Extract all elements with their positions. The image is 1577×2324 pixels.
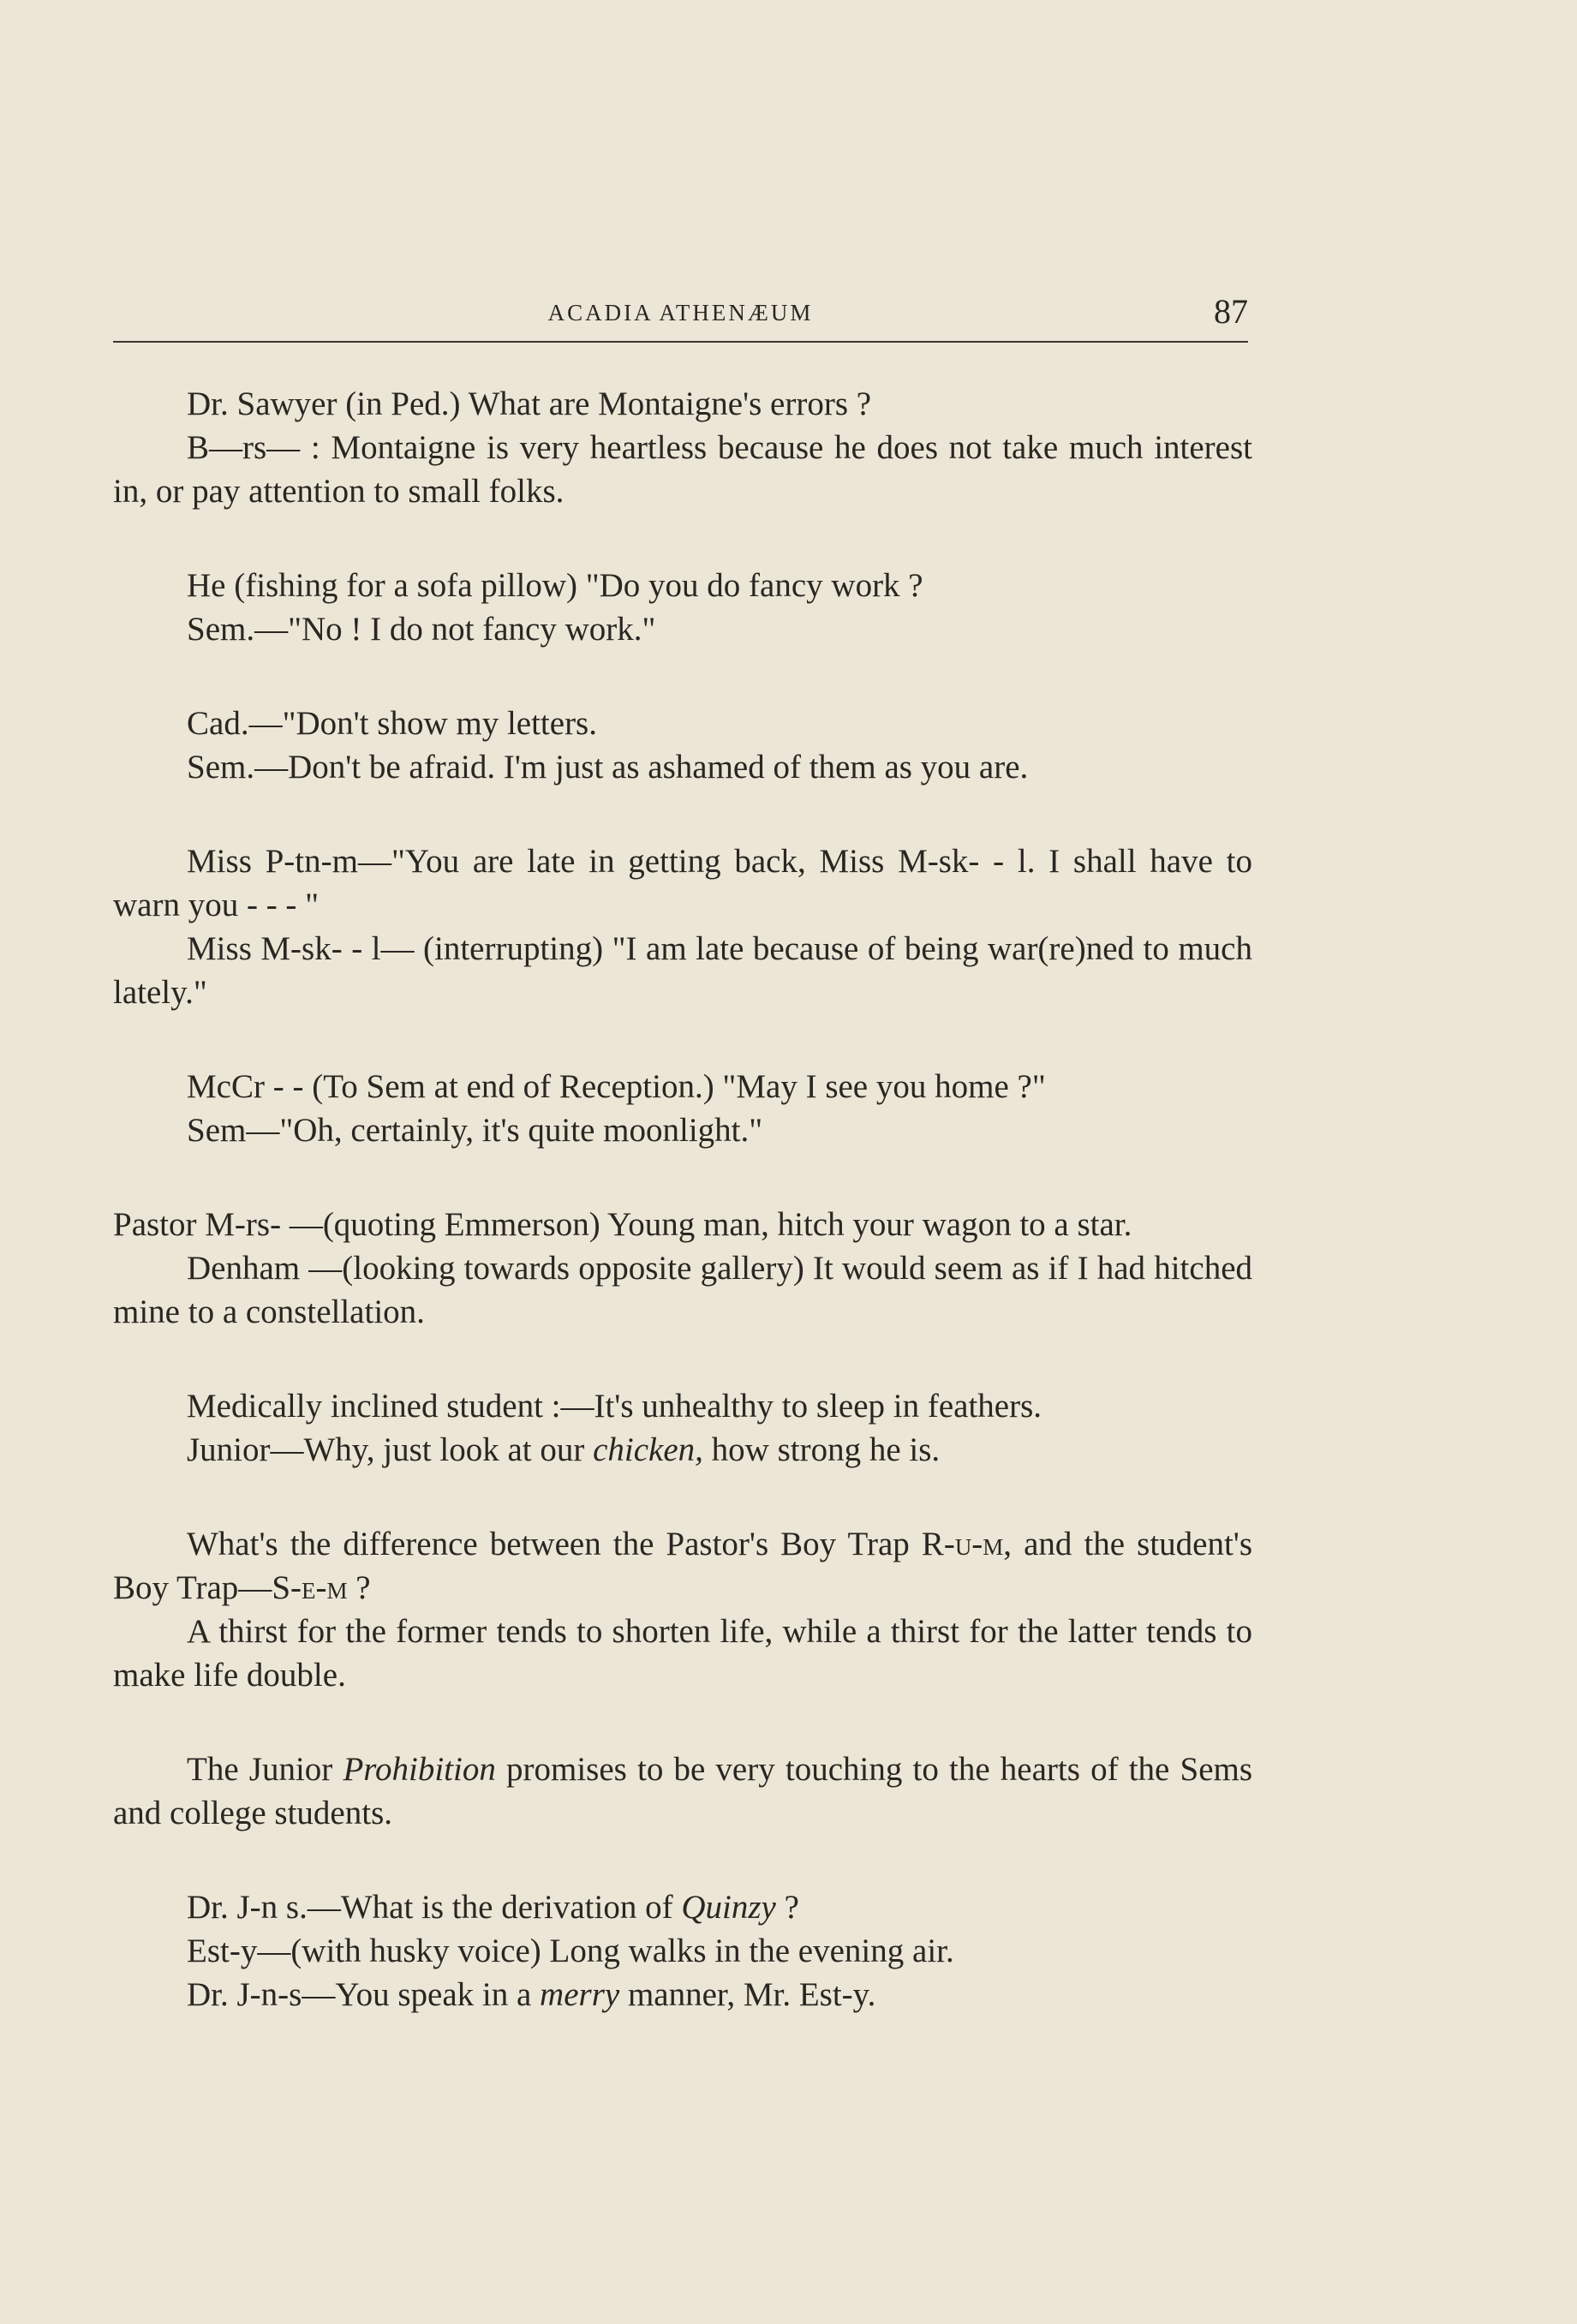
entry-fancy-work — [113, 564, 1252, 651]
entry-prohibition — [113, 1747, 1252, 1835]
text-segment: The Junior — [187, 1751, 333, 1788]
entry-wagon — [113, 1203, 1252, 1334]
text-line — [113, 1885, 1252, 1929]
text-line: Sem.—Don't be afraid. I'm just as ashamed of them as you are. — [187, 749, 1029, 786]
small-caps-word: S-e-m — [272, 1569, 348, 1606]
text-line: He (fishing for a sofa pillow) "Do you do fancy work ? — [187, 567, 923, 604]
text-segment: promises to be very touching to the hearts of the Sems and college students. — [113, 1751, 1253, 1831]
italic-word: Quinzy — [681, 1889, 776, 1926]
text-line: A thirst for the former tends to shorten life, while a thirst for the latter tends to make life double. — [113, 1613, 1252, 1694]
text-line: Miss P-tn-m—"You are late in getting back, Miss M-sk- - l. I shall have to warn you - - - " — [113, 843, 1252, 923]
page-body — [113, 382, 1252, 2067]
running-title: ACADIA ATHENÆUM — [547, 300, 814, 326]
entry-quinzy — [113, 1885, 1252, 2016]
italic-word: chicken, — [593, 1431, 703, 1468]
text-segment: Dr. J-n-s—You speak in a — [187, 1976, 532, 2013]
text-line — [113, 1428, 1252, 1472]
page-number: 87 — [1214, 292, 1248, 331]
text-line: B—rs— : Montaigne is very heartless because he does not take much interest in, or pay attention to small folks. — [113, 429, 1252, 510]
text-line: Dr. Sawyer (in Ped.) What are Montaigne's errors ? — [187, 385, 872, 422]
text-line: Medically inclined student :—It's unhealthy to sleep in feathers. — [187, 1388, 1042, 1425]
text-segment: ? — [355, 1569, 371, 1606]
entry-moonlight — [113, 1065, 1252, 1152]
text-line: Miss M-sk- - l— (interrupting) "I am late because of being war(re)ned to much lately." — [113, 930, 1252, 1011]
italic-word: Prohibition — [343, 1751, 496, 1788]
text-line — [113, 1522, 1252, 1610]
text-line: Sem.—"No ! I do not fancy work." — [187, 611, 656, 648]
text-line: Cad.—"Don't show my letters. — [187, 705, 597, 742]
text-line: Sem—"Oh, certainly, it's quite moonlight." — [187, 1112, 763, 1149]
text-line — [113, 1973, 1252, 2016]
text-line: Est-y—(with husky voice) Long walks in the evening air. — [187, 1933, 954, 1969]
entry-feathers — [113, 1384, 1252, 1472]
entry-late — [113, 839, 1252, 1014]
text-segment: how strong he is. — [711, 1431, 941, 1468]
text-line: Denham —(looking towards opposite gallery) It would seem as if I had hitched mine to a constellation. — [113, 1250, 1252, 1330]
header-rule — [113, 341, 1248, 343]
text-segment: Dr. J-n s.—What is the derivation of — [187, 1889, 673, 1926]
text-segment: ? — [784, 1889, 799, 1926]
text-segment: Junior—Why, just look at our — [187, 1431, 585, 1468]
text-segment: manner, Mr. Est-y. — [627, 1976, 876, 2013]
entry-letters — [113, 702, 1252, 789]
text-segment: What's the difference between the Pastor's Boy Trap — [187, 1526, 910, 1562]
text-line — [113, 1747, 1252, 1835]
entry-boy-trap — [113, 1522, 1252, 1697]
italic-word: merry — [540, 1976, 620, 2013]
small-caps-word: R-u-m, — [921, 1526, 1013, 1562]
text-line: McCr - - (To Sem at end of Reception.) "May I see you home ?" — [187, 1068, 1046, 1105]
text-segment: and the student's Boy Trap— — [113, 1526, 1253, 1606]
text-line: Pastor M-rs- —(quoting Emmerson) Young man, hitch your wagon to a star. — [113, 1206, 1132, 1243]
entry-montaigne — [113, 382, 1252, 513]
